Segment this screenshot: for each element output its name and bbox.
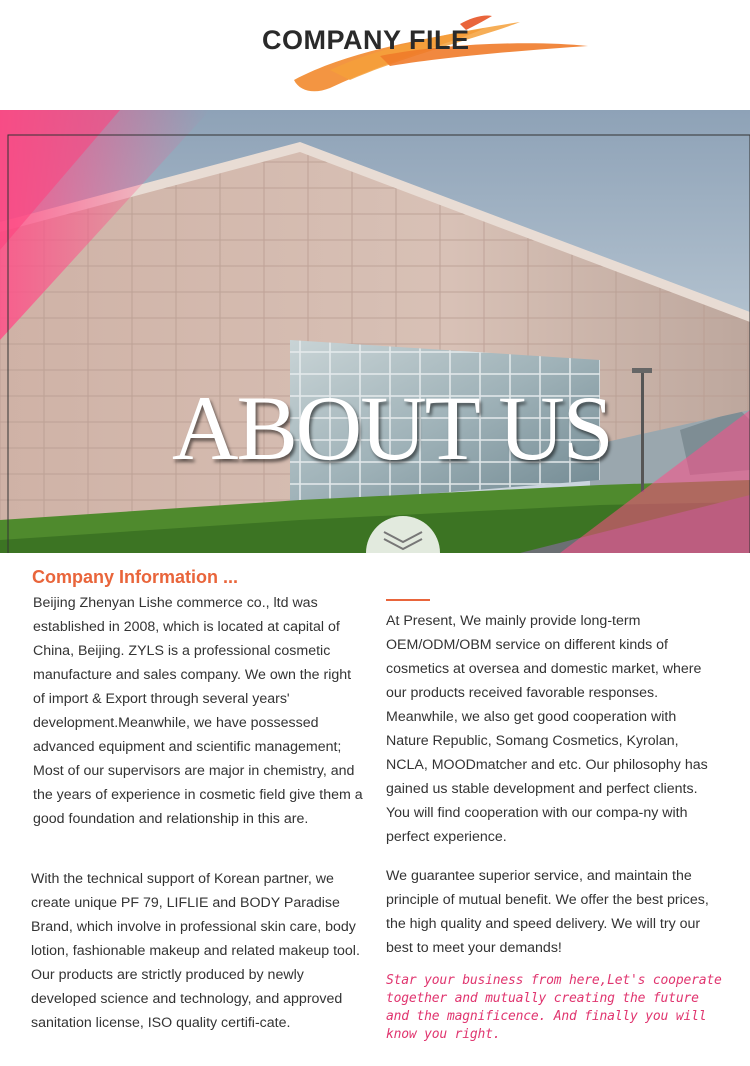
building-photo (0, 110, 750, 553)
paragraph-text: Beijing Zhenyan Lishe commerce co., ltd was established in 2008, which is located at capital of China, Beijing. ZYLS is a professional cosmetic manufacture and sales company. We own the right of import & Export through several years' development.Meanwhile, we have possessed advanced equipment and scientific management; Most of our supervisors are major in chemistry, and the years of experience in cosmetic field give them a good foundation and relationship in this are. (33, 595, 363, 827)
right-column-paragraph-1 (386, 609, 722, 849)
about-us-title: ABOUT US (172, 377, 612, 479)
left-column-paragraph-2 (31, 867, 364, 1035)
closing-note (386, 972, 726, 1044)
closing-note-text: Star your business from here,Let's cooperate together and mutually creating the future and the magnificence. And finally you will know you right. (386, 973, 722, 1042)
right-column-paragraph-2 (386, 864, 716, 960)
chevron-down-double-icon[interactable] (366, 510, 440, 553)
paragraph-text: At Present, We mainly provide long-term OEM/ODM/OBM service on different kinds of cosmetics at oversea and domestic market, where our products received favorable responses. Meanwhile, we also get good cooperation with Nature Republic, Somang Cosmetics, Kyrolan, NCLA, MOODmatcher and etc. Our philosophy has gained us stable development and perfect clients. You will find cooperation with our compa-ny with perfect experience. (386, 613, 708, 845)
accent-divider (386, 599, 430, 601)
company-information-heading: Company Information ... (32, 567, 239, 587)
left-column-paragraph-1 (33, 591, 363, 831)
about-us-banner (0, 110, 750, 553)
page-header (0, 0, 750, 110)
paragraph-text: With the technical support of Korean partner, we create unique PF 79, LIFLIE and BODY Paradise Brand, which involve in professional skin care, body lotion, fashionable makeup and related makeup tool. Our products are strictly produced by newly developed science and technology, and approved sanitation license, ISO quality certifi-cate. (31, 871, 360, 1031)
paragraph-text: We guarantee superior service, and maintain the principle of mutual benefit. We offer the best prices, the high quality and speed delivery. We will try our best to meet your demands! (386, 868, 709, 956)
page-title: COMPANY FILE (262, 25, 470, 55)
